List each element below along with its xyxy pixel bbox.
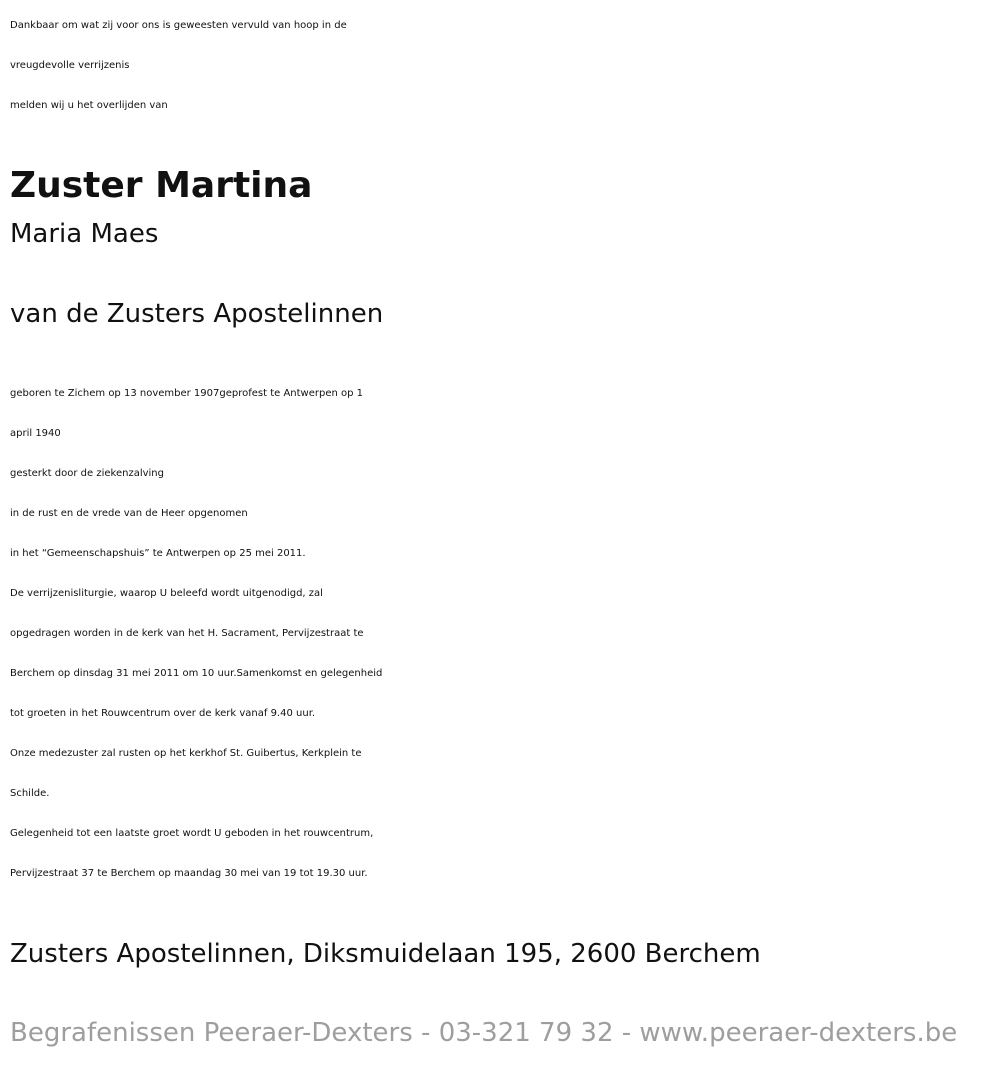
funeral-home-footer: Begrafenissen Peeraer-Dexters - 03-321 79 32 - www.peeraer-dexters.be bbox=[10, 1018, 958, 1048]
contact-address: Zusters Apostelinnen, Diksmuidelaan 195, 2600 Berchem bbox=[10, 939, 761, 969]
obituary-details bbox=[10, 374, 990, 894]
deceased-civil-name: Maria Maes bbox=[10, 219, 159, 249]
details-line: De verrijzenisliturgie, waarop U beleefd wordt uitgenodigd, zal bbox=[10, 588, 323, 599]
details-line: opgedragen worden in de kerk van het H. Sacrament, Pervijzestraat te bbox=[10, 628, 364, 639]
intro-line: melden wij u het overlijden van bbox=[10, 100, 168, 111]
details-line: geboren te Zichem op 13 november 1907geprofest te Antwerpen op 1 bbox=[10, 388, 364, 399]
intro-line: vreugdevolle verrijzenis bbox=[10, 60, 130, 71]
congregation-line: van de Zusters Apostelinnen bbox=[10, 299, 384, 329]
details-line: Schilde. bbox=[10, 788, 50, 799]
details-line: tot groeten in het Rouwcentrum over de kerk vanaf 9.40 uur. bbox=[10, 708, 316, 719]
deceased-title-name: Zuster Martina bbox=[10, 165, 313, 206]
intro-text bbox=[10, 6, 990, 126]
details-line: Onze medezuster zal rusten op het kerkhof St. Guibertus, Kerkplein te bbox=[10, 748, 362, 759]
details-line: in de rust en de vrede van de Heer opgenomen bbox=[10, 508, 248, 519]
intro-line: Dankbaar om wat zij voor ons is geweesten vervuld van hoop in de bbox=[10, 20, 347, 31]
details-line: Gelegenheid tot een laatste groet wordt U geboden in het rouwcentrum, bbox=[10, 828, 374, 839]
details-line: Pervijzestraat 37 te Berchem op maandag 30 mei van 19 tot 19.30 uur. bbox=[10, 868, 368, 879]
details-line: gesterkt door de ziekenzalving bbox=[10, 468, 164, 479]
details-line: in het “Gemeenschapshuis” te Antwerpen op 25 mei 2011. bbox=[10, 548, 306, 559]
details-line: Berchem op dinsdag 31 mei 2011 om 10 uur.Samenkomst en gelegenheid bbox=[10, 668, 383, 679]
details-line: april 1940 bbox=[10, 428, 61, 439]
